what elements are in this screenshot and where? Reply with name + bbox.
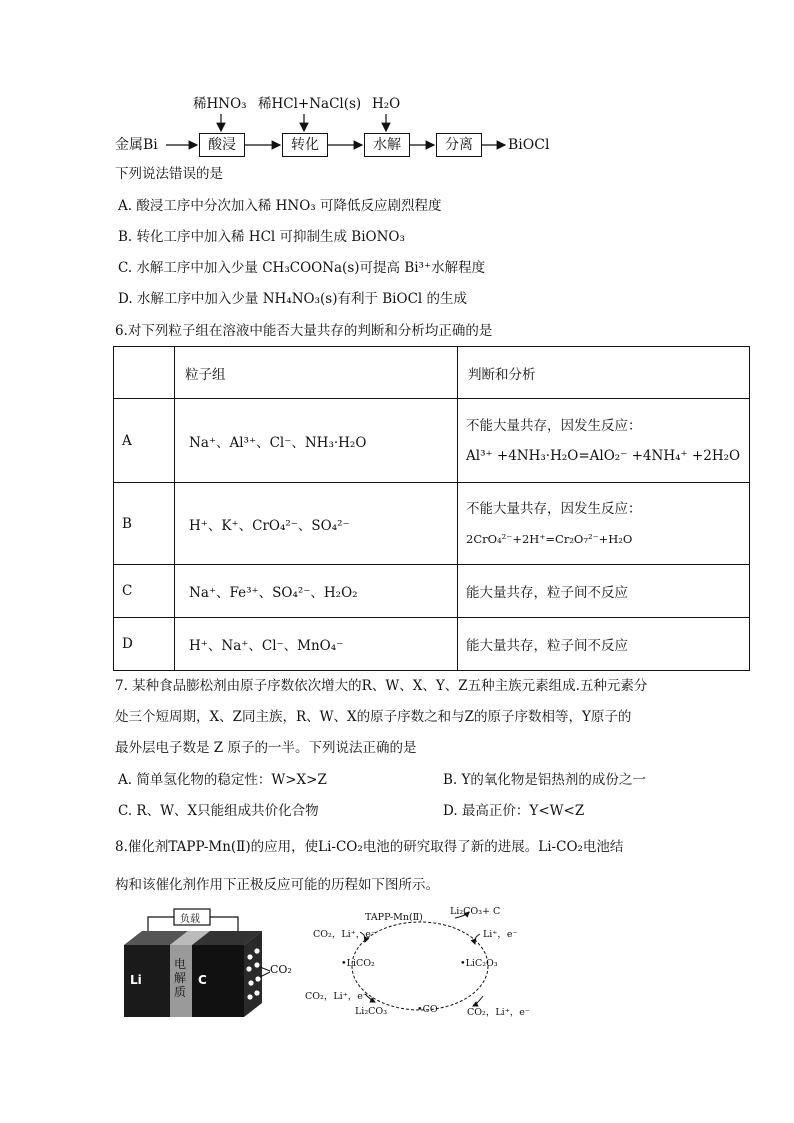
cycle-figure xyxy=(305,908,545,1023)
analysis-equation: 2CrO₄²⁻+2H⁺=Cr₂O₇²⁻+H₂O xyxy=(466,531,633,546)
flow-step-3: 水解 xyxy=(364,133,410,157)
flow-input-3: H₂O xyxy=(372,96,401,112)
q7-line-3: 最外层电子数是 Z 原子的一半。下列说法正确的是 xyxy=(115,740,417,756)
cycle-bl-input: CO₂，Li⁺，e⁻ xyxy=(305,991,368,1002)
q6-table xyxy=(113,346,750,671)
flow-arrows xyxy=(0,0,794,170)
row-label: B xyxy=(114,483,175,565)
q5-option-d: D. 水解工序中加入少量 NH₄NO₃(s)有利于 BiOCl 的生成 xyxy=(118,291,468,307)
q8-line-1: 8.催化剂TAPP-Mn(Ⅱ)的应用，使Li-CO₂电池的研究取得了新的进展。Li-CO₂电池结 xyxy=(115,839,624,855)
cycle-br-input: CO₂，Li⁺，e⁻ xyxy=(467,1007,530,1018)
flow-step-4: 分离 xyxy=(436,133,482,157)
q5-option-c: C. 水解工序中加入少量 CH₃COONa(s)可提高 Bi³⁺水解程度 xyxy=(118,260,486,276)
row-analysis: 能大量共存，粒子间不反应 xyxy=(458,565,750,618)
battery-electrolyte-label: 电解质 xyxy=(174,957,187,999)
battery-cathode-label: C xyxy=(198,973,207,987)
analysis-line: 不能大量共存，因发生反应： xyxy=(466,417,642,434)
battery-gas-label: CO₂ xyxy=(270,963,292,976)
row-particles: H⁺、K⁺、CrO₄²⁻、SO₄²⁻ xyxy=(175,483,458,565)
table-header-particles: 粒子组 xyxy=(175,347,458,399)
row-particles: Na⁺、Fe³⁺、SO₄²⁻、H₂O₂ xyxy=(175,565,458,618)
cycle-bl-output: Li₂CO₃ xyxy=(355,1006,388,1017)
row-particles: H⁺、Na⁺、Cl⁻、MnO₄⁻ xyxy=(175,618,458,671)
flow-end: BiOCl xyxy=(508,137,550,153)
cycle-top-label: TAPP-Mn(Ⅱ) xyxy=(365,912,423,923)
cycle-bottom-species: •CO xyxy=(417,1004,438,1015)
row-analysis xyxy=(458,399,750,483)
q7-line-2: 处三个短周期，X、Z同主族，R、W、X的原子序数之和与Z的原子序数相等，Y原子的 xyxy=(115,709,632,725)
table-header-analysis: 判断和分析 xyxy=(458,347,750,399)
q7-option-a: A. 简单氢化物的稳定性：W>X>Z xyxy=(118,772,327,788)
q5-option-b: B. 转化工序中加入稀 HCl 可抑制生成 BiONO₃ xyxy=(118,229,405,245)
q7-option-b: B. Y的氧化物是铝热剂的成份之一 xyxy=(443,772,646,788)
cycle-tr-input: Li⁺，e⁻ xyxy=(483,929,518,940)
flow-input-2: 稀HCl+NaCl(s) xyxy=(258,96,362,112)
row-analysis: 能大量共存，粒子间不反应 xyxy=(458,618,750,671)
flow-step-2: 转化 xyxy=(282,133,328,157)
row-particles: Na⁺、Al³⁺、Cl⁻、NH₃·H₂O xyxy=(175,399,458,483)
table-header-label xyxy=(114,347,175,399)
flow-start: 金属Bi xyxy=(115,137,158,153)
battery-figure xyxy=(118,905,298,1025)
analysis-line: 不能大量共存，因发生反应： xyxy=(466,500,642,517)
q8-line-2: 构和该催化剂作用下正极反应可能的历程如下图所示。 xyxy=(115,877,439,893)
cycle-right-species: •LiC₂O₃ xyxy=(460,958,498,969)
table-row xyxy=(114,565,750,618)
cycle-tl-input: CO₂，Li⁺，e⁻ xyxy=(313,929,376,940)
cycle-top-right-label: Li₂CO₃+ C xyxy=(450,906,501,917)
q5-option-a: A. 酸浸工序中分次加入稀 HNO₃ 可降低反应剧烈程度 xyxy=(118,198,442,214)
q7-option-d: D. 最高正价：Y<W<Z xyxy=(443,803,585,819)
table-row xyxy=(114,618,750,671)
q6-stem: 6.对下列粒子组在溶液中能否大量共存的判断和分析均正确的是 xyxy=(115,323,493,339)
battery-load-label: 负载 xyxy=(180,914,200,925)
row-label: A xyxy=(114,399,175,483)
row-label: C xyxy=(114,565,175,618)
table-header-row xyxy=(114,347,750,399)
flow-input-1: 稀HNO₃ xyxy=(193,96,247,112)
q7-option-c: C. R、W、X只能组成共价化合物 xyxy=(118,803,319,819)
row-label: D xyxy=(114,618,175,671)
battery-anode-label: Li xyxy=(130,973,142,987)
table-row xyxy=(114,483,750,565)
row-analysis xyxy=(458,483,750,565)
q7-line-1: 7. 某种食品膨松剂由原子序数依次增大的R、W、X、Y、Z五种主族元素组成.五种元素分 xyxy=(115,678,648,694)
flow-step-1: 酸浸 xyxy=(199,133,245,157)
analysis-equation: Al³⁺ +4NH₃·H₂O=AlO₂⁻ +4NH₄⁺ +2H₂O xyxy=(466,447,741,464)
cycle-left-species: •LiCO₂ xyxy=(341,958,375,969)
q5-stem: 下列说法错误的是 xyxy=(115,166,223,182)
table-row xyxy=(114,399,750,483)
